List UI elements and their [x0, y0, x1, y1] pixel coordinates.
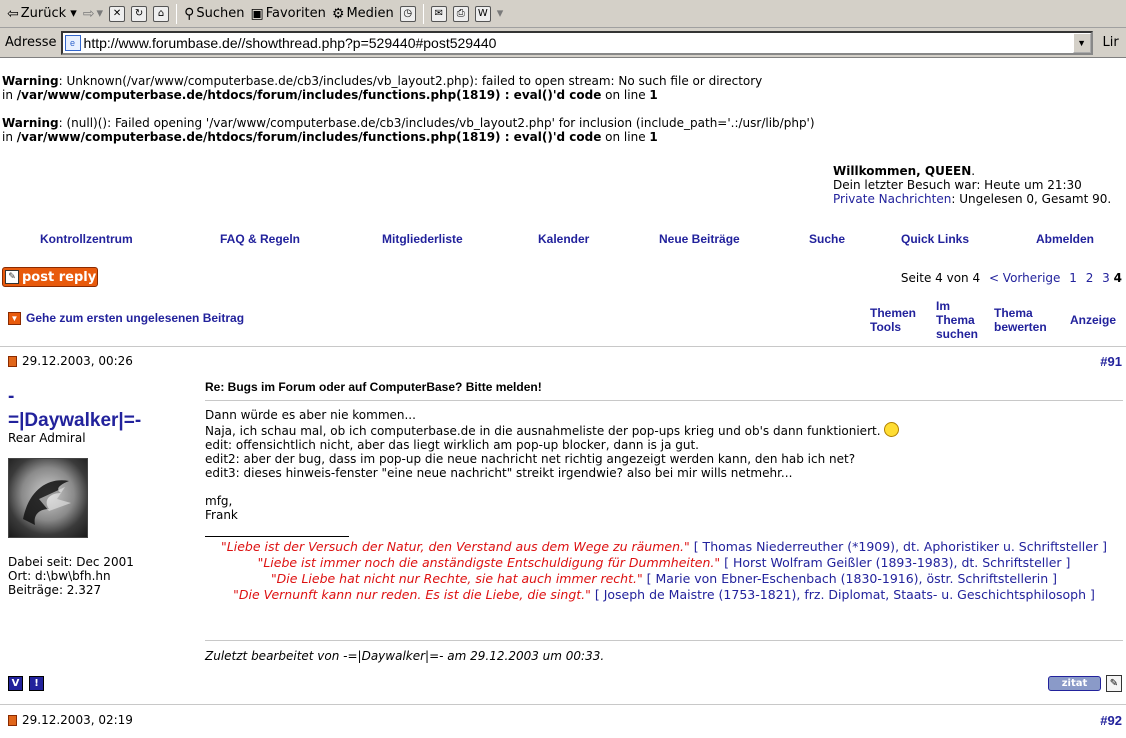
post-author-link[interactable]: - =|Daywalker|=- — [8, 386, 142, 431]
post-count: Beiträge: 2.327 — [8, 583, 102, 597]
post-title: Re: Bugs im Forum oder auf ComputerBase? Bitte melden! — [205, 380, 542, 394]
thread-tools-menu[interactable]: Themen Tools — [870, 306, 917, 334]
page-content — [0, 59, 1126, 738]
edit-post-icon[interactable]: ✎ — [1106, 675, 1122, 692]
vcard-icon[interactable]: V — [8, 676, 23, 691]
stop-icon[interactable]: ✕ — [109, 6, 125, 22]
avatar — [8, 458, 88, 538]
nav-kalender[interactable]: Kalender — [538, 232, 590, 246]
join-date: Dabei seit: Dec 2001 — [8, 555, 134, 569]
divider — [205, 400, 1123, 401]
next-post-date: 29.12.2003, 02:19 — [8, 713, 133, 727]
page-link-3[interactable]: 3 — [1102, 271, 1110, 285]
report-icon[interactable]: ! — [29, 676, 44, 691]
page-link-2[interactable]: 2 — [1085, 271, 1094, 285]
pm-stats: : Ungelesen 0, Gesamt 90. — [951, 192, 1112, 206]
smiley-icon — [884, 422, 899, 437]
toolbar-divider — [423, 4, 424, 24]
quote-button[interactable]: zitat — [1048, 676, 1101, 691]
rate-thread-menu[interactable]: Thema bewerten — [994, 306, 1047, 334]
dragon-avatar-icon — [9, 459, 88, 538]
more-dropdown[interactable]: ▾ — [496, 6, 504, 21]
media-button[interactable]: ⚙ Medien — [331, 5, 394, 22]
edited-note: Zuletzt bearbeitet von -=|Daywalker|=- am 29.12.2003 um 00:33. — [205, 649, 605, 663]
post-number-link[interactable]: #91 — [1100, 354, 1122, 369]
post-status-icon — [8, 356, 17, 367]
last-visit: Dein letzter Besuch war: Heute um 21:30 — [833, 178, 1082, 192]
links-label[interactable]: Lir — [1102, 35, 1119, 50]
address-bar — [0, 28, 1126, 58]
signature: "Liebe ist der Versuch der Natur, den Verstand aus dem Wege zu räumen." [ Thomas Niederreuther (*1909), dt. Aphoristiker u. Schriftsteller ] "Liebe ist immer noch die anständigste Entschuldigung für Dummheiten." [ Horst Wolfram Geißler (1893-1983), dt. Schriftsteller ] "Die Liebe hat nicht nur Rechte, sie hat auch immer recht." [ Marie von Ebner-Eschenbach (1830-1916), östr. Schriftstellerin ] "Die Vernunft kann nur reden. Es ist die Liebe, die singt." [ Joseph de Maistre (1753-1821), frz. Diplomat, Staats- u. Geschichtsphilosoph ] — [221, 539, 1107, 602]
prev-page-link[interactable]: < Vorherige — [988, 271, 1061, 285]
search-icon: ⚲ — [184, 5, 195, 22]
back-button[interactable]: ⇦ Zurück ▾ — [7, 5, 77, 22]
user-rank: Rear Admiral — [8, 431, 86, 445]
post-body: Dann würde es aber nie kommen... Naja, ich schau mal, ob ich computerbase.de in die ausnahmeliste der pop-ups krieg und ob's dann funktioniert. edit: offensichtlich nicht, aber das liegt wirklich am pop-up blocker, dann is ja gut. edit2: aber der bug, dass im pop-up die neue nachricht net richtig angezeigt werden kann, den hab ich net? edit3: dieses hinweis-fenster "eine neue nachricht" streikt irgendwie? also bei mir wills netmehr... mfg, Frank — [205, 408, 899, 522]
current-page: 4 — [1113, 271, 1122, 285]
php-warning-1: Warning: Unknown(/var/www/computerbase.de/cb3/includes/vb_layout2.php): failed to open stream: No such file or directory in /var/www/computerbase.de/htdocs/forum/includes/functions.php(1819) : eval()'d code on line 1 — [2, 74, 763, 102]
toolbar-divider — [176, 4, 177, 24]
divider — [205, 640, 1123, 641]
divider — [0, 346, 1126, 347]
post-status-icon — [8, 715, 17, 726]
nav-suche[interactable]: Suche — [809, 232, 846, 246]
nav-kontrollzentrum[interactable]: Kontrollzentrum — [40, 232, 133, 246]
nav-quick-links[interactable]: Quick Links — [901, 232, 970, 246]
post-reply-button[interactable]: ✎ post reply — [2, 267, 98, 287]
php-warning-2: Warning: (null)(): Failed opening '/var/www/computerbase.de/cb3/includes/vb_layout2.php' for inclusion (include_path='.:/usr/lib/php') in /var/www/computerbase.de/htdocs/forum/includes/functions.php(1819) : eval()'d code on line 1 — [2, 116, 815, 144]
user-location: Ort: d:\bw\bfh.hn — [8, 569, 111, 583]
divider — [0, 704, 1126, 705]
refresh-icon[interactable]: ↻ — [131, 6, 147, 22]
edit-icon[interactable]: W — [475, 6, 491, 22]
home-icon[interactable]: ⌂ — [153, 6, 169, 22]
arrow-down-icon: ▼ — [8, 312, 21, 325]
page-icon: e — [65, 35, 81, 51]
favorites-icon: ▣ — [250, 5, 264, 22]
nav-mitgliederliste[interactable]: Mitgliederliste — [382, 232, 463, 246]
history-icon[interactable]: ◷ — [400, 6, 416, 22]
private-messages-link[interactable]: Private Nachrichten — [833, 192, 952, 206]
user-info — [8, 555, 134, 597]
page-link-1[interactable]: 1 — [1069, 271, 1077, 285]
forward-arrow-icon: ⇨ — [82, 5, 95, 22]
pagination — [896, 271, 1122, 285]
nav-abmelden[interactable]: Abmelden — [1036, 232, 1095, 246]
nav-faq-regeln[interactable]: FAQ & Regeln — [220, 232, 301, 246]
reply-icon: ✎ — [5, 270, 19, 284]
display-mode-menu[interactable]: Anzeige — [1070, 313, 1117, 327]
print-icon[interactable]: ⎙ — [453, 6, 469, 22]
search-button[interactable]: ⚲ Suchen — [184, 5, 245, 22]
address-label: Adresse — [5, 35, 57, 50]
post-date: 29.12.2003, 00:26 — [8, 354, 133, 368]
page-info: Seite 4 von 4 — [900, 271, 981, 285]
nav-neue-beitraege[interactable]: Neue Beiträge — [659, 232, 740, 246]
first-unread-link[interactable]: ▼ Gehe zum ersten ungelesenen Beitrag — [8, 311, 244, 325]
search-thread-menu[interactable]: Im Thema suchen — [936, 299, 979, 341]
forward-button[interactable]: ⇨ ▾ — [82, 5, 104, 22]
media-icon: ⚙ — [331, 5, 345, 22]
mail-icon[interactable]: ✉ — [431, 6, 447, 22]
signature-divider — [205, 536, 349, 537]
welcome-box: Willkommen, QUEEN. Dein letzter Besuch war: Heute um 21:30 Private Nachrichten: Ungelesen 0, Gesamt 90. — [833, 164, 1112, 206]
favorites-button[interactable]: ▣ Favoriten — [250, 5, 326, 22]
address-input[interactable] — [61, 31, 1093, 55]
browser-toolbar — [0, 0, 1126, 28]
next-post-number-link[interactable]: #92 — [1100, 713, 1122, 728]
url-text: http://www.forumbase.de//showthread.php?p=529440#post529440 — [83, 34, 497, 51]
address-dropdown-button[interactable]: ▼ — [1073, 33, 1091, 53]
back-arrow-icon: ⇦ — [7, 5, 19, 22]
welcome-greeting: Willkommen, QUEEN — [833, 164, 972, 178]
